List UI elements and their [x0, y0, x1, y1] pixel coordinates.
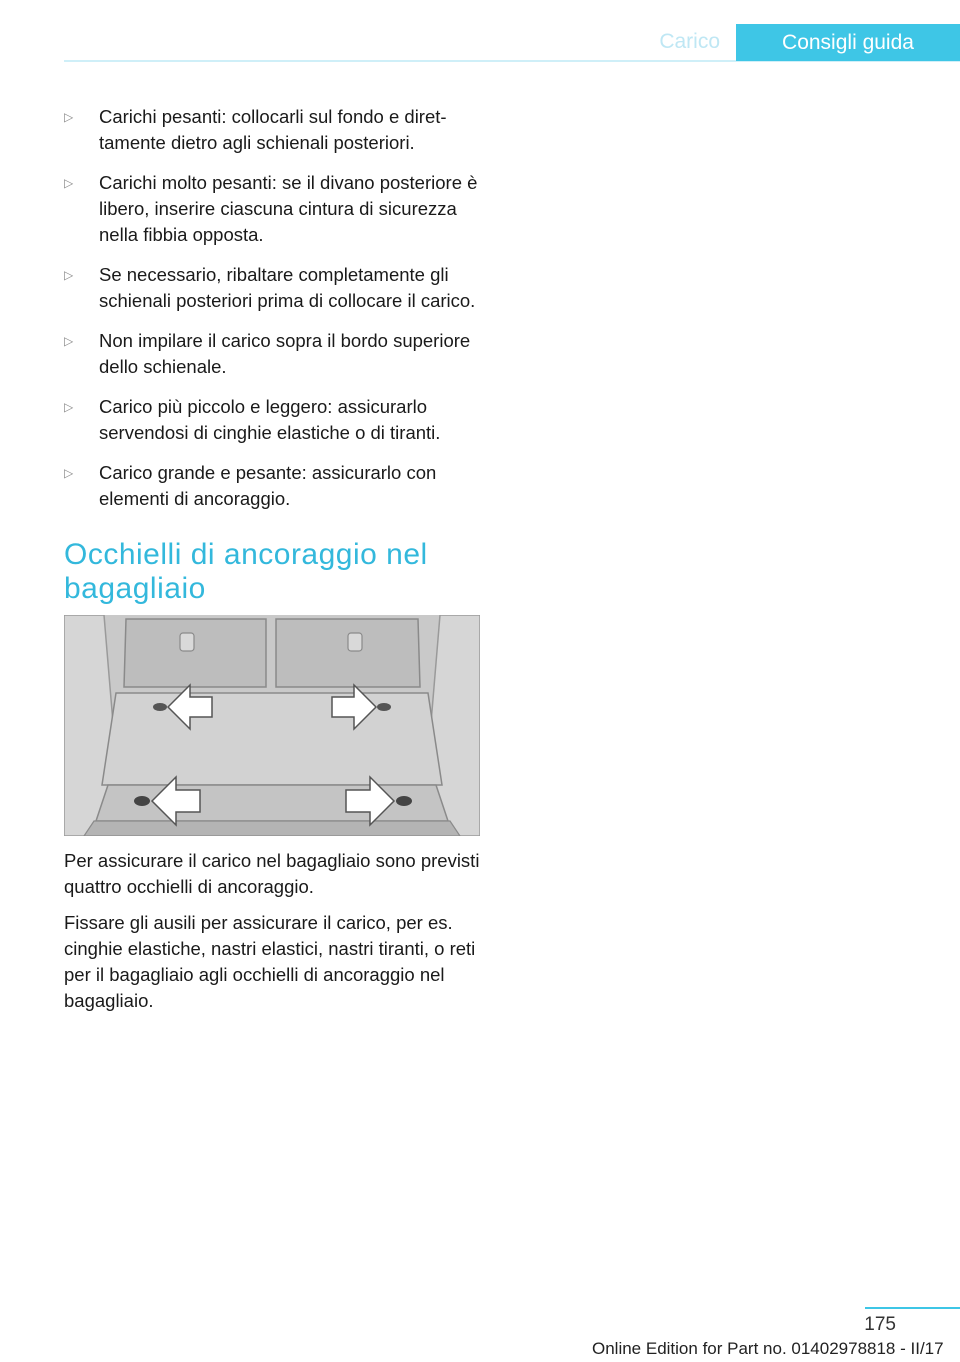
triangle-bullet-icon: ▷ — [64, 268, 74, 282]
page-number: 175 — [864, 1314, 896, 1335]
body-paragraphs — [64, 848, 484, 1024]
triangle-bullet-icon: ▷ — [64, 466, 74, 480]
paragraph: Per assicurare il carico nel bagagliaio sono previsti quattro occhielli di ancoraggio. — [64, 850, 480, 897]
list-item: ▷ Non impilare il carico sopra il bordo superiore dello schienale. — [64, 328, 480, 380]
triangle-bullet-icon: ▷ — [64, 400, 74, 414]
triangle-bullet-icon: ▷ — [64, 334, 74, 348]
list-item: ▷ Carichi pesanti: collocarli sul fondo e direttamente dietro agli schienali posteriori. — [64, 104, 480, 156]
footer-rule — [865, 1307, 960, 1309]
triangle-bullet-icon: ▷ — [64, 110, 74, 124]
list-item: ▷ Carichi molto pesanti: se il divano posteriore è libero, inserire ciascuna cintura di sicurezza nella fibbia opposta. — [64, 170, 480, 248]
list-item: ▷ Carico grande e pesante: assicurarlo con elementi di ancoraggio. — [64, 460, 480, 512]
trunk-anchor-illustration — [64, 615, 480, 836]
triangle-bullet-icon: ▷ — [64, 176, 74, 190]
section-heading: Occhielli di ancoraggio nel bagagliaio — [64, 538, 428, 605]
footer-edition: Online Edition for Part no. 01402978818 - II/17 — [592, 1339, 944, 1358]
list-item: ▷ Se necessario, ribaltare completamente gli schienali posteriori prima di collocare il carico. — [64, 262, 480, 314]
list-item: ▷ Carico più piccolo e leggero: assicurarlo servendosi di cinghie elastiche o di tiranti. — [64, 394, 480, 446]
bullet-list — [64, 104, 480, 526]
header-chapter-tab[interactable]: Consigli guida — [736, 24, 960, 61]
paragraph: Fissare gli ausili per assicurare il carico, per es. cinghie elastiche, nastri elastici, nastri tiranti, o reti per il bagagliaio agli occhielli di ancoraggio nel bagagliaio. — [64, 912, 476, 1011]
header-section-label[interactable]: Carico — [659, 30, 720, 53]
